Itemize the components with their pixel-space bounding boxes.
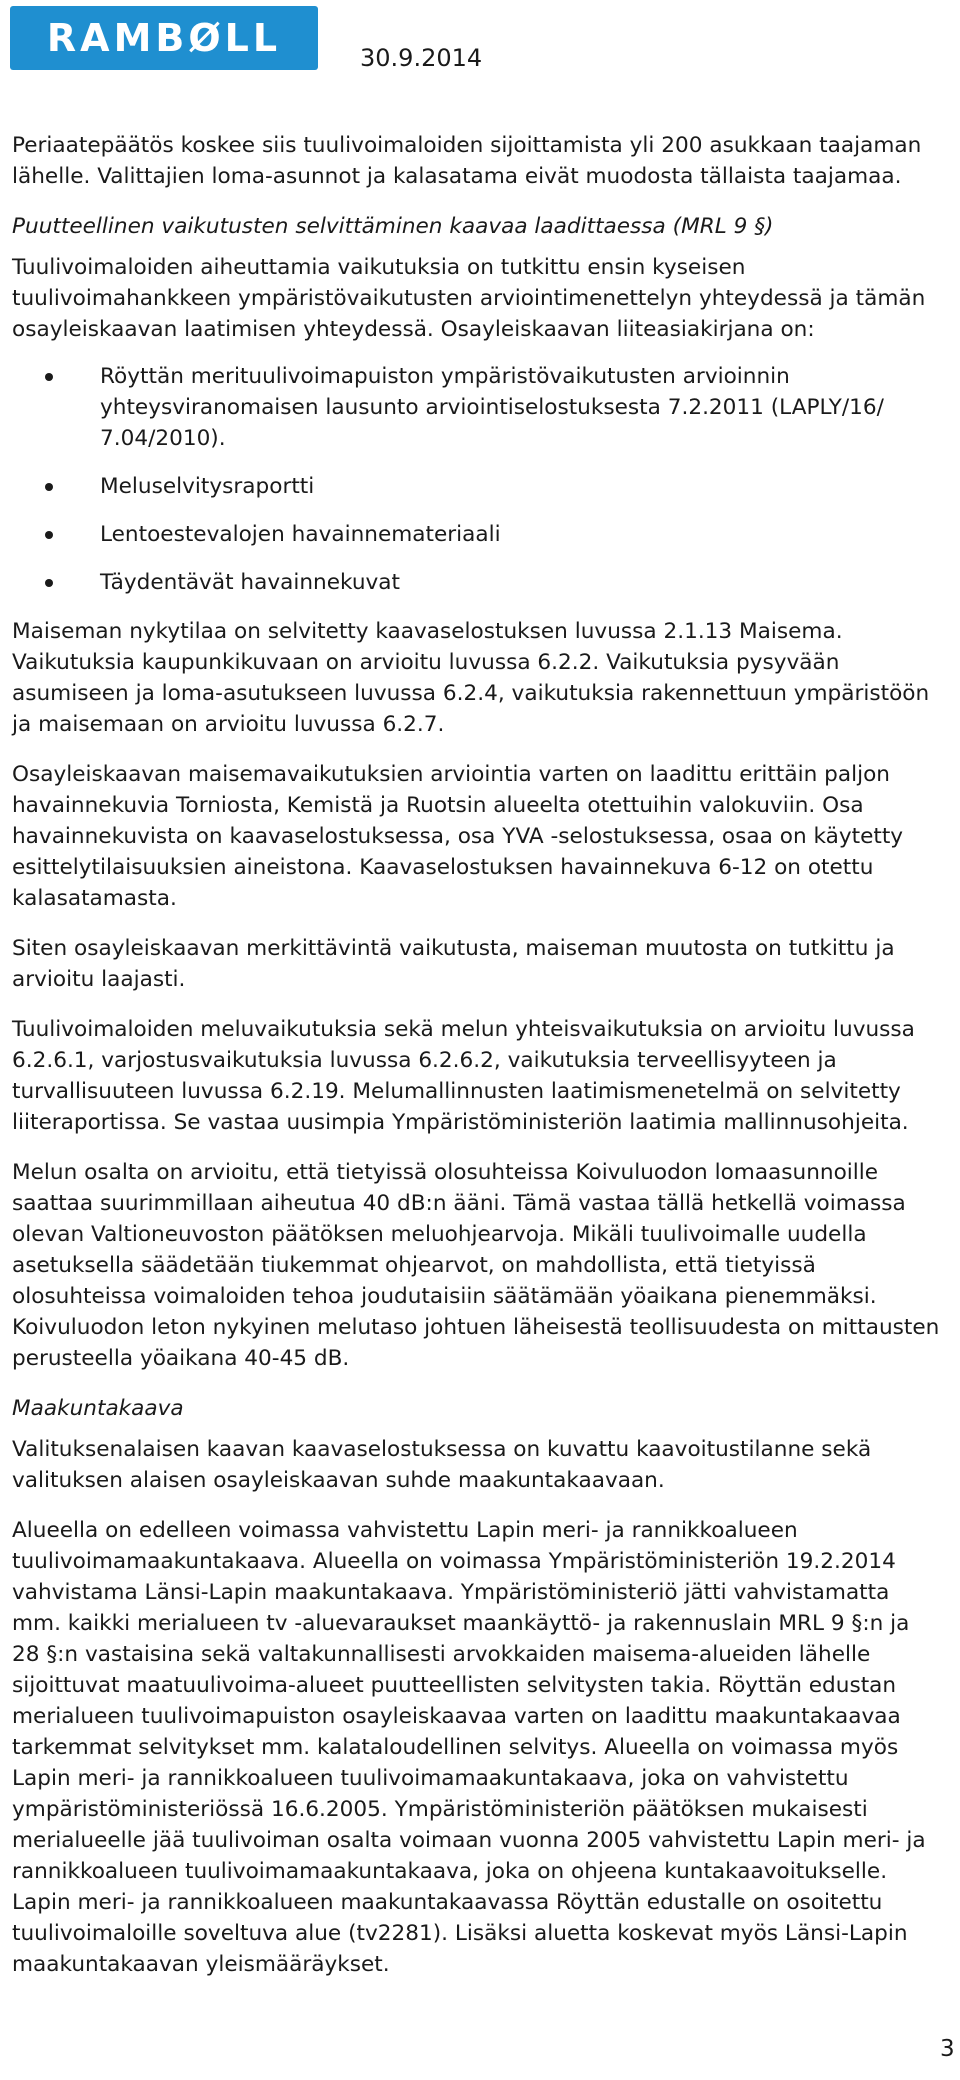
paragraph-maiseman-muutos: Siten osayleiskaavan merkittävintä vaikutusta, maiseman muutosta on tutkittu ja arvioitu laajasti.	[12, 936, 895, 992]
attachment-list	[12, 361, 942, 598]
page-number: 3	[940, 2036, 955, 2062]
document-body	[12, 130, 942, 1999]
paragraph-kaavoitustilanne: Valituksenalaisen kaavan kaavaselostuksessa on kuvattu kaavoitustilanne sekä valituksen alaisen osayleiskaavan suhde maakuntakaavaan.	[12, 1437, 872, 1493]
logo-text: RAMBØLL	[46, 16, 282, 60]
section-heading-vaikutusten-selvittaminen: Puutteellinen vaikutusten selvittäminen kaavaa laadittaessa (MRL 9 §)	[12, 214, 774, 239]
section-heading-maakuntakaava: Maakuntakaava	[12, 1396, 184, 1421]
paragraph-vaikutukset-tutkittu: Tuulivoimaloiden aiheuttamia vaikutuksia on tutkittu ensin kyseisen tuulivoimahankkeen ympäristövaikutusten arviointimenettelyn yhteydessä ja tämän osayleiskaavan laatimisen yhteydessä. Osayleiskaavan liiteasiakirjana on:	[12, 255, 926, 342]
paragraph-periaatepaatos: Periaatepäätös koskee siis tuulivoimaloiden sijoittamista yli 200 asukkaan taajaman lähelle. Valittajien loma-asunnot ja kalasatama eivät muodosta tällaista taajamaa.	[12, 133, 922, 189]
paragraph-melun-osalta: Melun osalta on arvioitu, että tietyissä olosuhteissa Koivuluodon lomaasunnoille saattaa suurimmillaan aiheutua 40 dB:n ääni. Tämä vastaa tällä hetkellä voimassa olevan Valtioneuvoston päätöksen meluohjearvoja. Mikäli tuulivoimalle uudella asetuksella säädetään tiukemmat ohjearvot, on mahdollista, että tietyissä olosuhteissa voimaloiden tehoa joudutaisiin säätämään yöaikana pienemmäksi. Koivuluodon leton nykyinen melutaso johtuen läheisestä teollisuudesta on mittausten perusteella yöaikana 40-45 dB.	[12, 1160, 940, 1371]
paragraph-maiseman-nykytila: Maiseman nykytilaa on selvitetty kaavaselostuksen luvussa 2.1.13 Maisema. Vaikutuksia kaupunkikuvaan on arvioitu luvussa 6.2.2. Vaikutuksia pysyvään asumiseen ja loma-asutukseen luvussa 6.2.4, vaikutuksia rakennettuun ympäristöön ja maisemaan on arvioitu luvussa 6.2.7.	[12, 619, 930, 737]
list-item: Täydentävät havainnekuvat	[12, 567, 942, 598]
ramboll-logo	[10, 6, 318, 70]
paragraph-maisemavaikutukset: Osayleiskaavan maisemavaikutuksien arviointia varten on laadittu erittäin paljon havainnekuvia Torniosta, Kemistä ja Ruotsin alueelta otettuihin valokuviin. Osa havainnekuvista on kaavaselostuksessa, osa YVA -selostuksessa, osaa on käytetty esittelytilaisuuksien aineistona. Kaavaselostuksen havainnekuva 6-12 on otettu kalasatamasta.	[12, 762, 904, 911]
paragraph-voimassa-olevat-kaavat: Alueella on edelleen voimassa vahvistettu Lapin meri- ja rannikkoalueen tuulivoimamaakuntakaava. Alueella on voimassa Ympäristöministeriön 19.2.2014 vahvistama Länsi-Lapin maakuntakaava. Ympäristöministeriö jätti vahvistamatta mm. kaikki merialueen tv -aluevaraukset maankäyttö- ja rakennuslain MRL 9 §:n ja 28 §:n vastaisina sekä valtakunnallisesti arvokkaiden maisema-alueiden lähelle sijoittuvat maatuulivoima-alueet puutteellisten selvitysten takia. Röyttän edustan merialueen tuulivoimapuiston osayleiskaavaa varten on laadittu maakuntakaavaa tarkemmat selvitykset mm. kalataloudellinen selvitys. Alueella on voimassa myös Lapin meri- ja rannikkoalueen tuulivoimamaakuntakaava, joka on vahvistettu ympäristöministeriössä 16.6.2005. Ympäristöministeriön päätöksen mukaisesti merialueelle jää tuulivoiman osalta voimaan vuonna 2005 vahvistettu Lapin meri- ja rannikkoalueen tuulivoimamaakuntakaava, joka on ohjeena kuntakaavoitukselle. Lapin meri- ja rannikkoalueen maakuntakaavassa Röyttän edustalle on osoitettu tuulivoimaloille soveltuva alue (tv2281). Lisäksi aluetta koskevat myös Länsi-Lapin maakuntakaavan yleismääräykset.	[12, 1518, 926, 1977]
list-item: Röyttän merituulivoimapuiston ympäristövaikutusten arvioinnin yhteysviranomaisen lausunto arviointiselostuksesta 7.2.2011 (LAPLY/16/ 7.04/2010).	[12, 361, 942, 454]
list-item: Lentoestevalojen havainnemateriaali	[12, 519, 942, 550]
list-item: Meluselvitysraportti	[12, 471, 942, 502]
document-date: 30.9.2014	[360, 44, 483, 72]
paragraph-meluvaikutukset: Tuulivoimaloiden meluvaikutuksia sekä melun yhteisvaikutuksia on arvioitu luvussa 6.2.6.1, varjostusvaikutuksia luvussa 6.2.6.2, vaikutuksia terveellisyyteen ja turvallisuuteen luvussa 6.2.19. Melumallinnusten laatimismenetelmä on selvitetty liiteraportissa. Se vastaa uusimpia Ympäristöministeriön laatimia mallinnusohjeita.	[12, 1017, 915, 1135]
